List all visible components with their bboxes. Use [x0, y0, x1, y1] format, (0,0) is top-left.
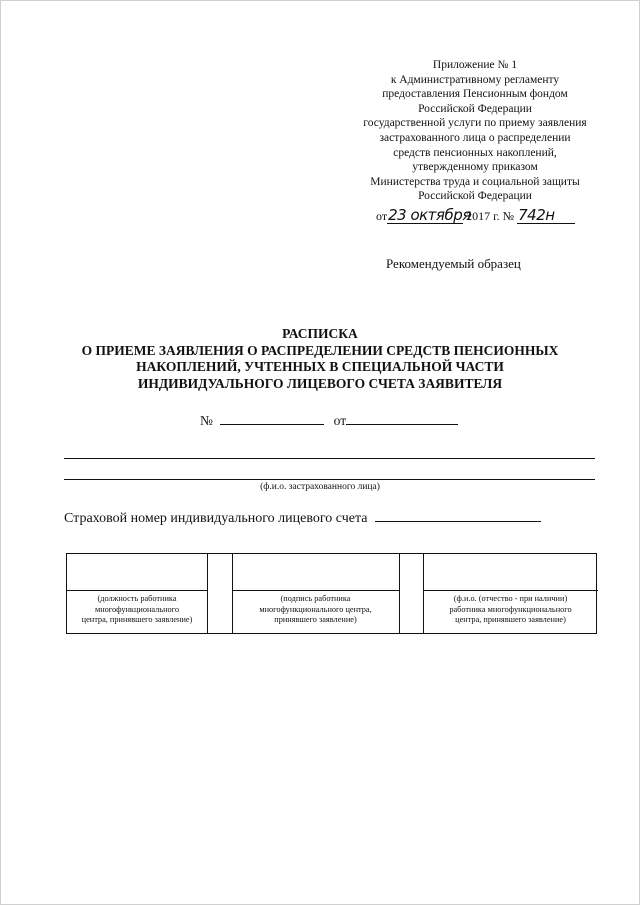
table-divider — [207, 554, 208, 633]
title-line: О ПРИЕМЕ ЗАЯВЛЕНИЯ О РАСПРЕДЕЛЕНИИ СРЕДСТВ ПЕНСИОННЫХ — [81, 342, 559, 358]
appendix-line: к Административному регламенту — [390, 73, 560, 86]
order-number-handwritten: 742н — [517, 207, 575, 224]
name-caption — [423, 594, 598, 626]
title-line: ИНДИВИДУАЛЬНОГО ЛИЦЕВОГО СЧЕТА ЗАЯВИТЕЛЯ — [137, 375, 503, 391]
insured-person-name-line[interactable] — [64, 479, 595, 480]
caption-line: центра, принявшего заявление) — [81, 615, 193, 625]
name-field-line — [423, 590, 598, 591]
signature-table — [66, 553, 597, 634]
caption-line: принявшего заявление) — [274, 615, 357, 625]
signature-caption — [232, 594, 399, 626]
appendix-line: застрахованного лица о распределении — [379, 131, 571, 144]
position-caption — [67, 594, 207, 626]
appendix-line: Приложение № 1 — [432, 59, 518, 71]
blank-line — [64, 458, 595, 459]
caption-line: многофункционального — [94, 604, 180, 614]
appendix-line: государственной услуги по приему заявления — [363, 117, 587, 130]
appendix-line: средств пенсионных накоплений, — [393, 146, 557, 159]
sample-label: Рекомендуемый образец — [386, 256, 521, 271]
snils-blank[interactable] — [375, 507, 541, 522]
caption-line: центра, принявшего заявление) — [455, 615, 566, 625]
caption-line: (подпись работника — [280, 594, 351, 603]
appendix-header — [350, 58, 600, 204]
receipt-number-blank[interactable] — [220, 410, 324, 425]
caption-line: многофункционального центра, — [259, 604, 372, 614]
table-divider — [399, 554, 400, 633]
caption-line: работника многофункционального — [449, 604, 572, 614]
receipt-date-label: от — [333, 413, 347, 428]
caption-line: (должность работника — [97, 594, 177, 603]
snils-label: Страховой номер индивидуального лицевого счета — [64, 511, 368, 526]
order-date-handwritten: 23 октября — [388, 206, 471, 224]
appendix-line: Российской Федерации — [418, 102, 532, 115]
appendix-line: предоставления Пенсионным фондом — [382, 88, 568, 101]
order-reference — [376, 206, 616, 226]
receipt-date-blank[interactable] — [346, 410, 458, 425]
position-field-line — [67, 590, 207, 591]
caption-line: (ф.и.о. (отчество - при наличии) — [453, 594, 568, 603]
signature-field-line — [232, 590, 399, 591]
snils-row — [64, 507, 541, 527]
document-title — [40, 326, 600, 392]
appendix-line: утвержденному приказом — [412, 161, 538, 174]
title-line: РАСПИСКА — [282, 326, 358, 341]
order-year: 2017 г. № — [466, 209, 515, 223]
receipt-number-label: № — [200, 413, 213, 428]
title-line: НАКОПЛЕНИЙ, УЧТЕННЫХ В СПЕЦИАЛЬНОЙ ЧАСТИ — [136, 359, 504, 375]
appendix-line: Министерства труда и социальной защиты — [370, 175, 580, 188]
receipt-number-date-row — [200, 410, 458, 429]
order-prefix: от — [376, 209, 388, 223]
insured-person-caption: (ф.и.о. застрахованного лица) — [260, 482, 380, 492]
appendix-line: Российской Федерации — [418, 190, 532, 203]
